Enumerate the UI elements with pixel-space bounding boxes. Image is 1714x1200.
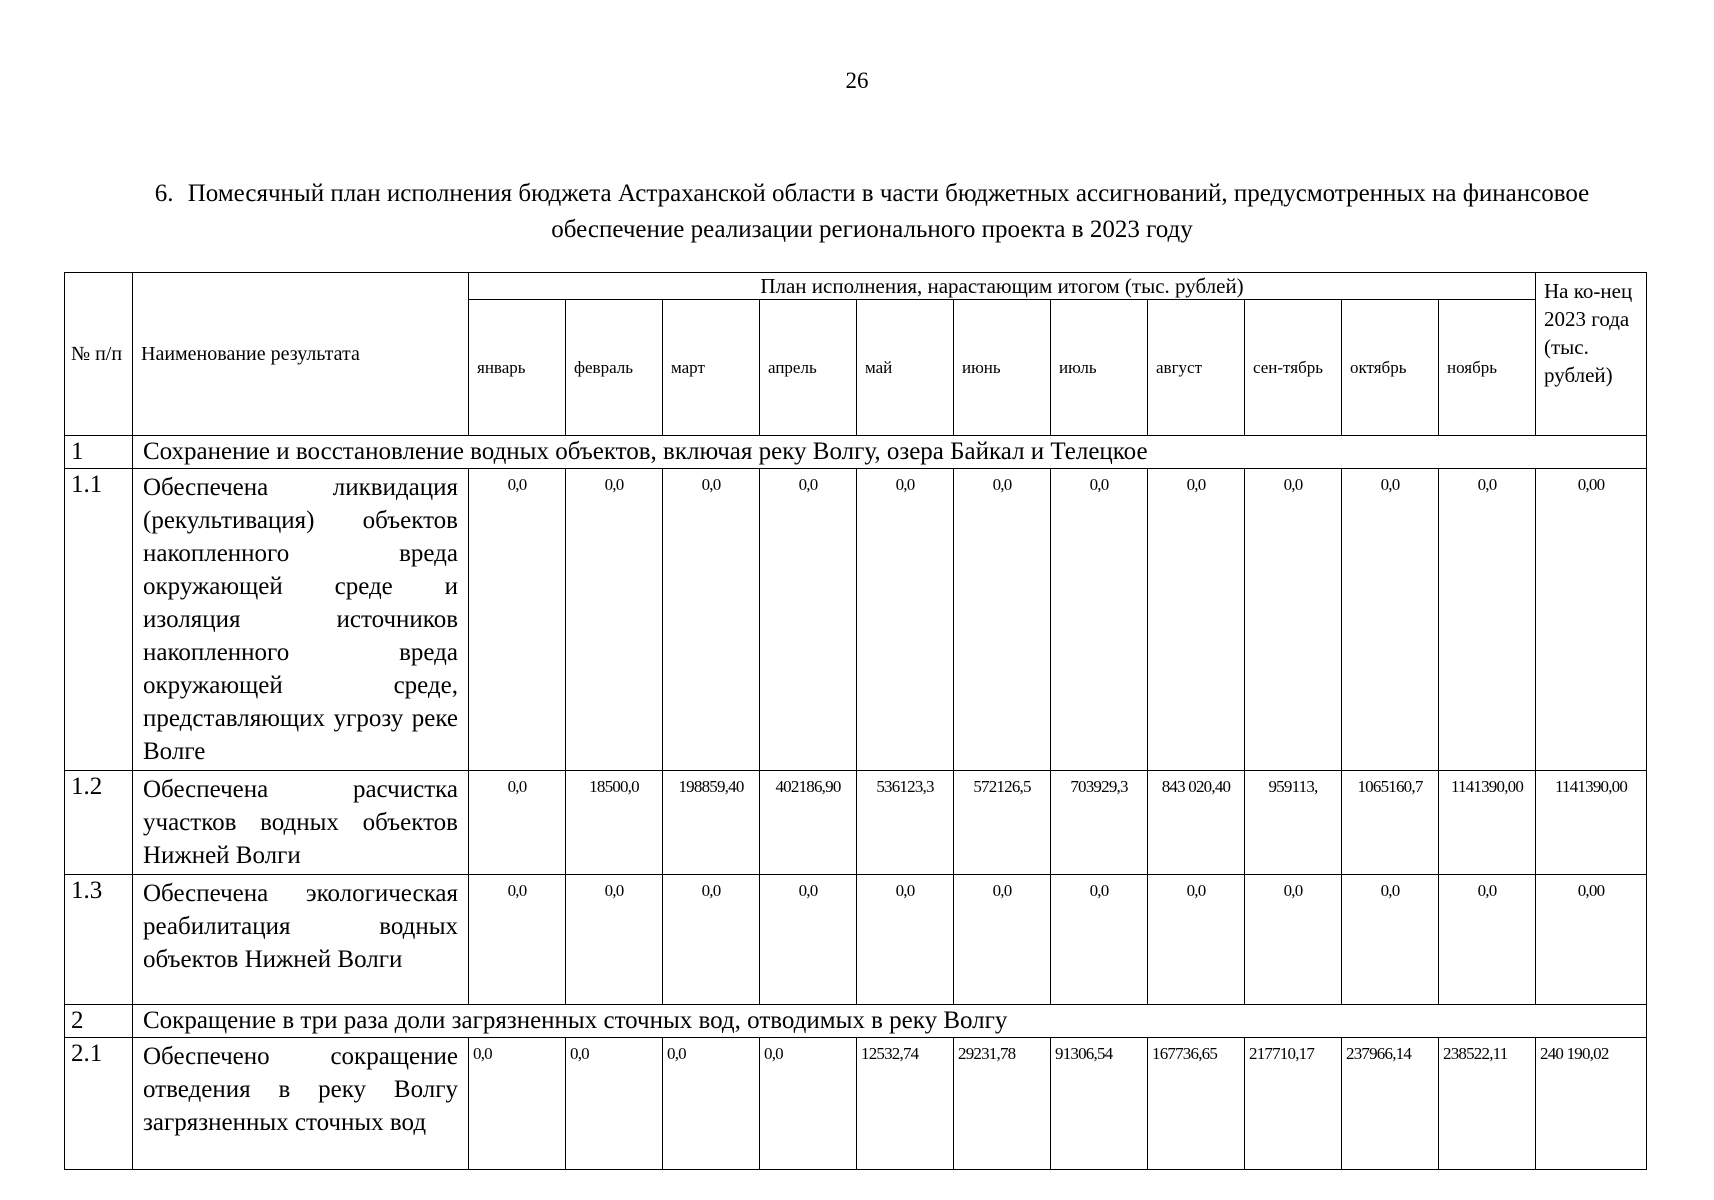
row-number: 1.3 (65, 875, 133, 1005)
value-aug: 843 020,40 (1148, 771, 1245, 875)
value-year-end: 1141390,00 (1536, 771, 1647, 875)
value-may: 0,0 (857, 469, 954, 771)
row-number: 1.1 (65, 469, 133, 771)
value-jan: 0,0 (469, 771, 566, 875)
column-header-mar: март (663, 300, 760, 436)
value-nov: 0,0 (1439, 875, 1536, 1005)
value-jun: 29231,78 (954, 1038, 1051, 1170)
value-aug: 0,0 (1148, 469, 1245, 771)
value-nov: 0,0 (1439, 469, 1536, 771)
value-jul: 0,0 (1051, 469, 1148, 771)
title-text: Помесячный план исполнения бюджета Астраханской области в части бюджетных ассигнований, предусмотренных на финансовое обеспечение реализации регионального проекта в 2023 году (187, 180, 1590, 243)
value-may: 12532,74 (857, 1038, 954, 1170)
value-nov: 238522,11 (1439, 1038, 1536, 1170)
column-header-feb: февраль (566, 300, 663, 436)
column-header-number: № п/п (65, 273, 133, 436)
value-may: 536123,3 (857, 771, 954, 875)
value-apr: 402186,90 (760, 771, 857, 875)
column-header-sep: сен-тябрь (1245, 300, 1342, 436)
value-mar: 0,0 (663, 469, 760, 771)
value-mar: 0,0 (663, 875, 760, 1005)
section-row (65, 436, 1647, 469)
column-header-jun: июнь (954, 300, 1051, 436)
value-sep: 0,0 (1245, 875, 1342, 1005)
value-jul: 0,0 (1051, 875, 1148, 1005)
value-jan: 0,0 (469, 1038, 566, 1170)
column-header-nov: ноябрь (1439, 300, 1536, 436)
section-title: Сокращение в три раза доли загрязненных сточных вод, отводимых в реку Волгу (133, 1005, 1647, 1038)
result-name: Обеспечена экологическая реабилитация водных объектов Нижней Волги (133, 875, 469, 1005)
title-number: 6. (154, 180, 174, 207)
value-sep: 959113, (1245, 771, 1342, 875)
value-oct: 237966,14 (1342, 1038, 1439, 1170)
value-apr: 0,0 (760, 1038, 857, 1170)
result-name: Обеспечена ликвидация (рекультивация) объектов накопленного вреда окружающей среде и изоляция источников накопленного вреда окружающей среде, представляющих угрозу реке Волге (133, 469, 469, 771)
table-row (65, 469, 1647, 771)
section-number: 1 (65, 436, 133, 469)
column-header-oct: октябрь (1342, 300, 1439, 436)
value-mar: 0,0 (663, 1038, 760, 1170)
column-group-plan: План исполнения, нарастающим итогом (тыс. рублей) (469, 273, 1536, 300)
section-row (65, 1005, 1647, 1038)
value-oct: 1065160,7 (1342, 771, 1439, 875)
table-row (65, 1038, 1647, 1170)
result-name: Обеспечена расчистка участков водных объектов Нижней Волги (133, 771, 469, 875)
value-oct: 0,0 (1342, 875, 1439, 1005)
value-oct: 0,0 (1342, 469, 1439, 771)
table-row (65, 875, 1647, 1005)
row-number: 2.1 (65, 1038, 133, 1170)
column-header-name: Наименование результата (133, 273, 469, 436)
value-feb: 0,0 (566, 1038, 663, 1170)
column-header-apr: апрель (760, 300, 857, 436)
value-mar: 198859,40 (663, 771, 760, 875)
section-title: Сохранение и восстановление водных объектов, включая реку Волгу, озера Байкал и Телецкое (133, 436, 1647, 469)
value-aug: 0,0 (1148, 875, 1245, 1005)
value-jan: 0,0 (469, 875, 566, 1005)
value-jul: 91306,54 (1051, 1038, 1148, 1170)
column-header-aug: август (1148, 300, 1245, 436)
value-year-end: 0,00 (1536, 469, 1647, 771)
value-feb: 0,0 (566, 469, 663, 771)
value-may: 0,0 (857, 875, 954, 1005)
budget-plan-table (64, 272, 1647, 1170)
value-feb: 18500,0 (566, 771, 663, 875)
value-jan: 0,0 (469, 469, 566, 771)
page-number: 26 (845, 68, 869, 93)
value-sep: 0,0 (1245, 469, 1342, 771)
value-jun: 0,0 (954, 469, 1051, 771)
section-number: 2 (65, 1005, 133, 1038)
value-year-end: 0,00 (1536, 875, 1647, 1005)
column-header-may: май (857, 300, 954, 436)
value-jun: 0,0 (954, 875, 1051, 1005)
value-aug: 167736,65 (1148, 1038, 1245, 1170)
column-header-year-end: На ко-нец 2023 года (тыс. рублей) (1536, 273, 1647, 436)
column-header-jan: январь (469, 300, 566, 436)
value-jun: 572126,5 (954, 771, 1051, 875)
column-header-jul: июль (1051, 300, 1148, 436)
value-apr: 0,0 (760, 469, 857, 771)
value-jul: 703929,3 (1051, 771, 1148, 875)
value-feb: 0,0 (566, 875, 663, 1005)
value-sep: 217710,17 (1245, 1038, 1342, 1170)
value-apr: 0,0 (760, 875, 857, 1005)
document-title (92, 176, 1652, 248)
row-number: 1.2 (65, 771, 133, 875)
table-row (65, 771, 1647, 875)
result-name: Обеспечено сокращение отведения в реку Волгу загрязненных сточных вод (133, 1038, 469, 1170)
value-nov: 1141390,00 (1439, 771, 1536, 875)
value-year-end: 240 190,02 (1536, 1038, 1647, 1170)
